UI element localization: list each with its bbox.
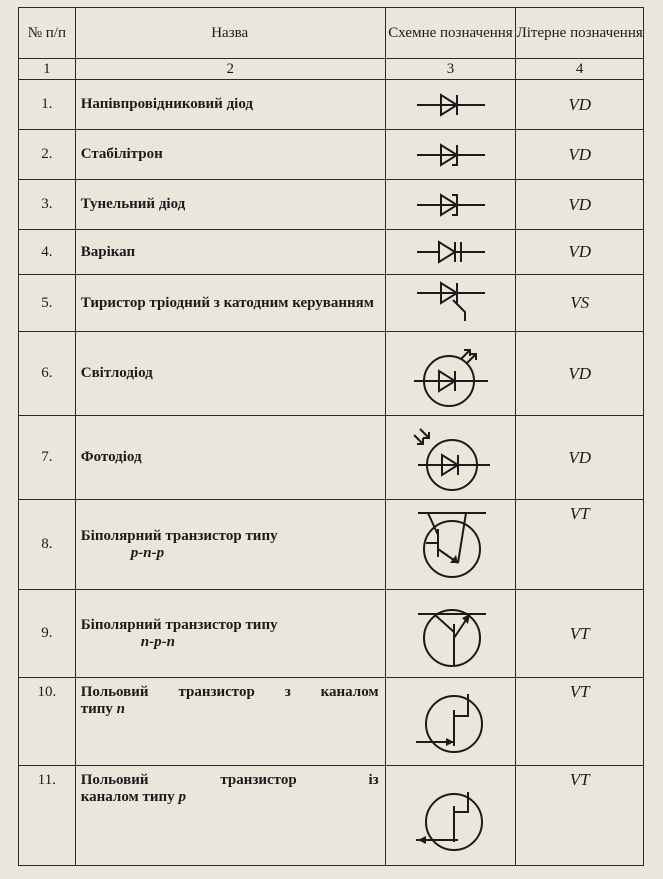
component-name: Фотодіод xyxy=(75,416,385,500)
channel-type: p xyxy=(178,789,186,805)
row-number: 5. xyxy=(19,275,76,332)
component-name: Світлодіод xyxy=(75,332,385,416)
index-cell: 2 xyxy=(75,59,385,80)
letter-code: VD xyxy=(516,130,644,180)
index-cell: 1 xyxy=(19,59,76,80)
component-name: Польовий транзистор із xyxy=(80,772,379,788)
row-number: 8. xyxy=(19,500,76,590)
row-number: 7. xyxy=(19,416,76,500)
diode-symbol-icon xyxy=(411,90,491,120)
table-row xyxy=(19,180,644,230)
table-row xyxy=(19,766,644,866)
letter-code: VD xyxy=(516,416,644,500)
index-row xyxy=(19,59,644,80)
row-number: 9. xyxy=(19,590,76,678)
semiconductor-symbols-table xyxy=(18,7,644,866)
table-row xyxy=(19,500,644,590)
photodiode-symbol-icon xyxy=(406,421,496,495)
letter-code: VT xyxy=(516,678,644,766)
component-name: Польовий транзистор з каналом xyxy=(80,684,379,700)
letter-code: VT xyxy=(516,500,644,590)
table-row xyxy=(19,275,644,332)
component-name: Напівпровідниковий діод xyxy=(75,80,385,130)
letter-code: VT xyxy=(516,766,644,866)
table-row xyxy=(19,416,644,500)
zener-diode-symbol-icon xyxy=(411,140,491,170)
component-name: Тиристор тріодний з катодним керуванням xyxy=(80,294,374,311)
row-number: 3. xyxy=(19,180,76,230)
component-name: Варікап xyxy=(75,230,385,275)
component-name-line2: типу xyxy=(80,701,113,717)
header-name: Назва xyxy=(75,8,385,59)
component-name: Біполярний транзистор типу xyxy=(80,527,278,544)
thyristor-symbol-icon xyxy=(411,281,491,325)
row-number: 4. xyxy=(19,230,76,275)
table-row xyxy=(19,590,644,678)
table-row xyxy=(19,80,644,130)
transistor-type: p-n-p xyxy=(130,544,165,561)
row-number: 2. xyxy=(19,130,76,180)
pnp-transistor-symbol-icon xyxy=(406,505,496,585)
index-cell: 3 xyxy=(385,59,516,80)
component-name: Біполярний транзистор типу xyxy=(80,616,278,633)
component-name-line2: каналом типу xyxy=(80,789,175,805)
component-name: Тунельний діод xyxy=(75,180,385,230)
led-symbol-icon xyxy=(406,337,496,411)
letter-code: VD xyxy=(516,230,644,275)
row-number: 1. xyxy=(19,80,76,130)
header-num: № п/п xyxy=(19,8,76,59)
row-number: 10. xyxy=(19,678,76,766)
header-row xyxy=(19,8,644,59)
letter-code: VS xyxy=(516,275,644,332)
table-row xyxy=(19,332,644,416)
varicap-symbol-icon xyxy=(411,237,491,267)
npn-transistor-symbol-icon xyxy=(406,594,496,674)
header-letter: Літерне позначення xyxy=(516,8,644,59)
row-number: 11. xyxy=(19,766,76,866)
letter-code: VD xyxy=(516,180,644,230)
letter-code: VT xyxy=(516,590,644,678)
letter-code: VD xyxy=(516,332,644,416)
letter-code: VD xyxy=(516,80,644,130)
transistor-type: n-p-n xyxy=(140,633,175,650)
n-channel-fet-symbol-icon xyxy=(406,686,496,758)
tunnel-diode-symbol-icon xyxy=(411,190,491,220)
table-row xyxy=(19,678,644,766)
channel-type: n xyxy=(116,701,125,717)
header-symbol: Схемне позначення xyxy=(385,8,516,59)
row-number: 6. xyxy=(19,332,76,416)
component-name: Стабілітрон xyxy=(75,130,385,180)
table-row xyxy=(19,130,644,180)
table-row xyxy=(19,230,644,275)
index-cell: 4 xyxy=(516,59,644,80)
p-channel-fet-symbol-icon xyxy=(406,776,496,856)
